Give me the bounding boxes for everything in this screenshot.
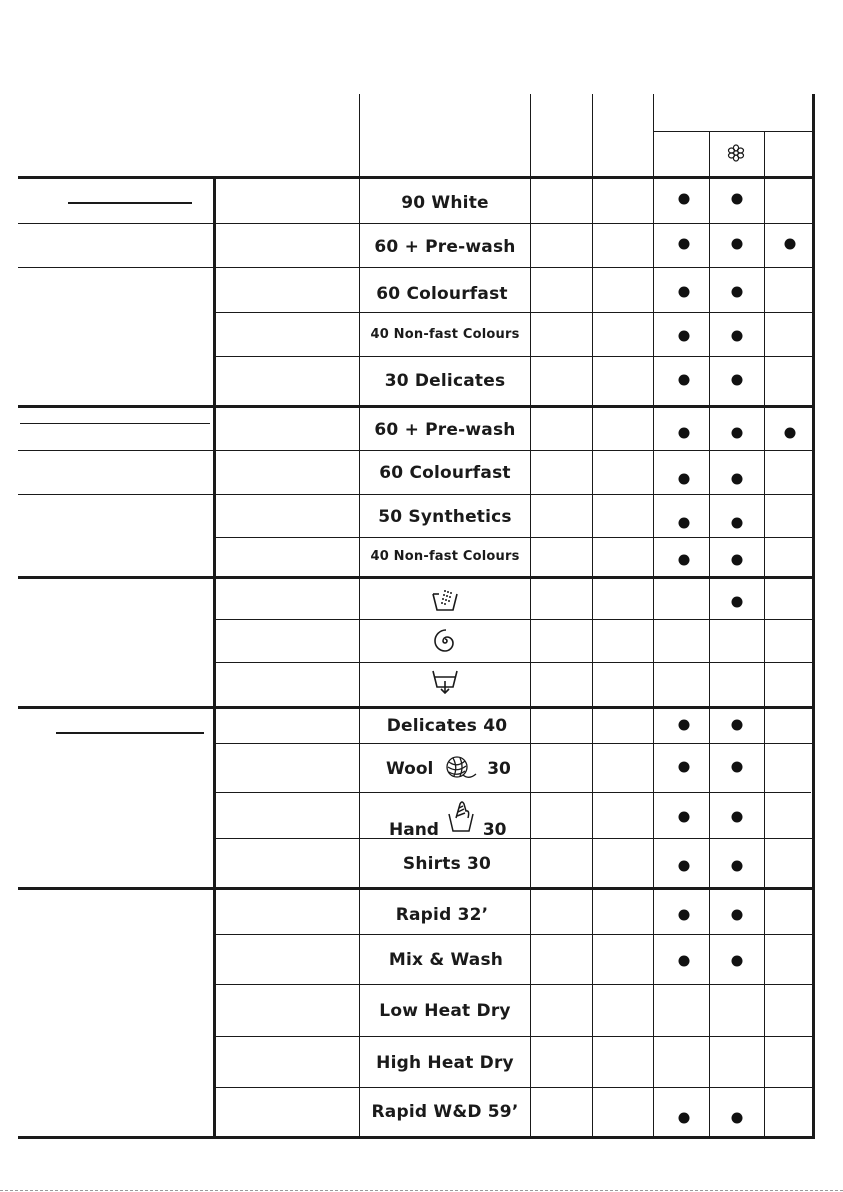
option-dot [679,518,690,529]
row-separator [215,223,813,224]
option-dot [732,597,743,608]
option-dot [732,331,743,342]
row-separator [215,619,813,620]
option-dot [732,1113,743,1124]
col-divider [764,132,765,1138]
col-divider [709,132,710,1138]
option-dot [679,762,690,773]
option-dot [732,474,743,485]
option-dot [732,375,743,386]
option-dot [732,762,743,773]
row-separator [215,743,813,744]
hand-temp: 30 [482,820,507,840]
group-separator [18,706,815,709]
table-bottom-border [18,1136,815,1139]
programme-label: Rapid W&D 59’ [371,1102,519,1122]
option-dot [732,287,743,298]
option-dot [679,910,690,921]
row-separator [215,312,813,313]
row-separator [215,450,813,451]
programme-label: High Heat Dry [376,1053,514,1073]
wool-icon [443,754,477,784]
option-dot [785,239,796,250]
page-cut-line [0,1190,843,1191]
option-dot [732,910,743,921]
option-dot [732,555,743,566]
programme-label: 60 Colourfast [376,284,508,304]
option-dot [732,956,743,967]
option-dot [732,720,743,731]
programme-label: Rapid 32’ [395,905,489,925]
row-separator [215,494,813,495]
table-right-border [812,94,815,1138]
option-dot [732,812,743,823]
left-cell-separator [18,494,214,495]
left-cell-separator [18,223,214,224]
programme-label: 90 White [401,193,489,213]
option-dot [679,555,690,566]
option-dot [679,194,690,205]
programme-label: 60 + Pre-wash [374,420,516,440]
spin-icon [432,628,458,654]
option-dot [732,239,743,250]
group-separator [18,576,815,579]
programme-label: 50 Synthetics [378,507,512,527]
row-separator [215,984,813,985]
row-separator [215,1036,813,1037]
row-separator [215,267,813,268]
row-separator [215,356,813,357]
programme-label-hand [389,798,507,840]
group-separator [18,887,815,890]
programme-label: 30 Delicates [384,371,506,391]
label-underline [68,202,192,204]
option-dot [679,375,690,386]
hand-label: Hand [389,820,439,840]
row-separator [215,934,813,935]
option-dot [732,194,743,205]
row-separator [215,1087,813,1088]
option-dot [679,474,690,485]
wool-temp: 30 [487,759,511,779]
option-dot [732,428,743,439]
option-dot [732,861,743,872]
programme-label: 40 Non-fast Colours [370,549,520,564]
programme-label: 60 Colourfast [379,463,511,483]
group-separator [18,405,815,408]
programme-label: 40 Non-fast Colours [370,327,520,342]
option-dot [679,428,690,439]
option-dot [679,812,690,823]
option-dot [679,861,690,872]
option-dot [679,720,690,731]
col-divider [213,178,216,1138]
option-dot [679,331,690,342]
header-subdivider [653,131,813,132]
option-dot [679,956,690,967]
option-dot [785,428,796,439]
flower-icon [726,144,746,162]
programme-label: Mix & Wash [388,950,504,970]
row-separator [215,792,811,793]
hand-wash-icon [447,798,475,834]
label-underline [56,732,204,734]
left-cell-separator [18,267,214,268]
programme-label: Delicates 40 [386,716,508,736]
option-dot [732,518,743,529]
col-divider [592,94,593,1138]
programme-label: Low Heat Dry [379,1001,511,1021]
programme-label: Shirts 30 [402,854,492,874]
option-dot [679,287,690,298]
label-underline [20,423,210,424]
option-dot [679,239,690,250]
rinse-icon [431,588,459,614]
row-separator [215,537,813,538]
wool-label: Wool [386,759,434,779]
col-divider [530,94,531,1138]
row-separator [215,662,813,663]
option-dot [679,1113,690,1124]
programme-label: 60 + Pre-wash [374,237,516,257]
programme-label-wool [386,754,511,784]
left-cell-separator [18,450,214,451]
row-separator [215,838,813,839]
drain-icon [431,668,459,694]
col-divider [653,94,654,1138]
header-bottom-border [18,176,815,179]
